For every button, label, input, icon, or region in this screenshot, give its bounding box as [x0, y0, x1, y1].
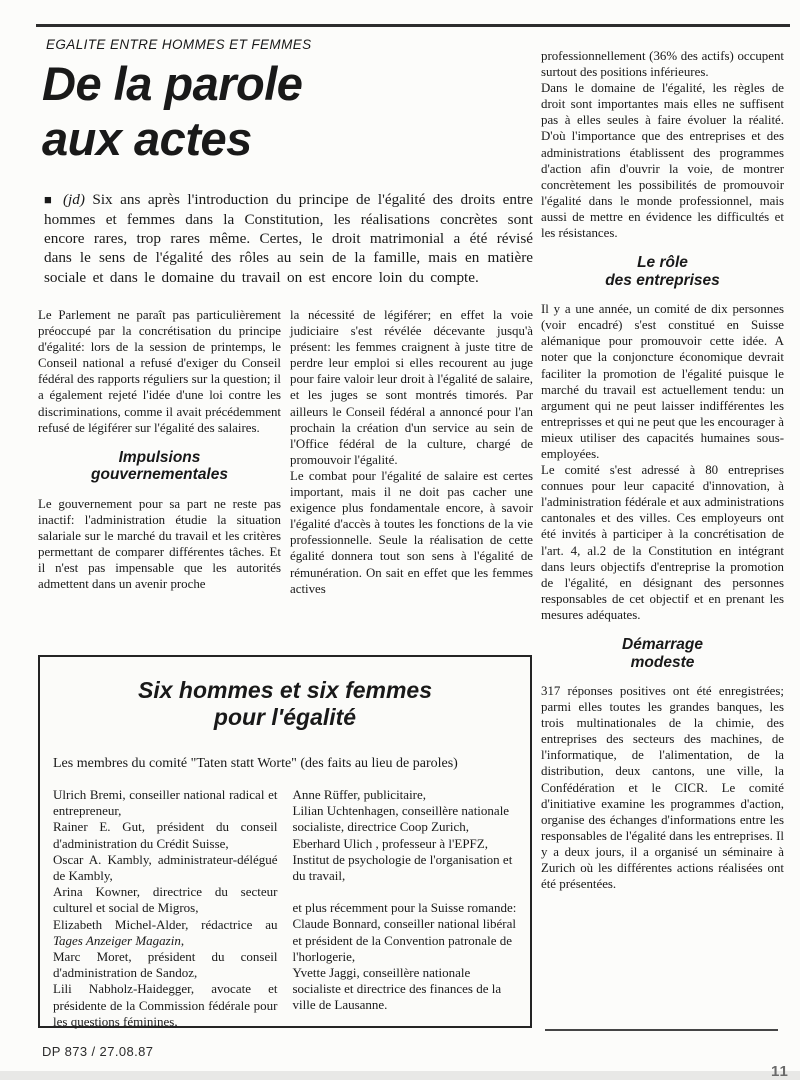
body-paragraph: Le comité s'est adressé à 80 entreprises connues pour leur capacité d'innovation, à l'administration fédérale et aux administrations cantonales et des villes. Ces employeurs ont été invités à participer à la concrétisation de l'art. 4, al.2 de la Constitution en intégrant dans leurs objectifs d'entreprise la promotion de l'égalité, en désignant des personnes responsables de cet objectif et en prenant les mesures adéquates.	[541, 463, 784, 622]
box-member-entry: Oscar A. Kambly, administrateur-délégué de Kambly,	[53, 851, 278, 884]
box-title	[50, 677, 520, 730]
box-member-entry: Claude Bonnard, conseiller national libéral et président de la Convention patronale de l'horlogerie,	[292, 916, 516, 964]
column-right	[541, 48, 784, 1024]
subhead-line: gouvernementales	[91, 466, 228, 484]
article-title-line2: aux actes	[42, 112, 252, 165]
square-bullet-icon: ■	[44, 192, 53, 208]
body-paragraph: 317 réponses positives ont été enregistrées; parmi elles toutes les grandes banques, les trois multinationales de la chimie, des entreprises des secteurs des machines, de l'informatique, de l'alimentation, de la distribution, deux cantons, une ville, la Confédération et le CICR. Le comité d'initiative examine les programmes d'action, organise des échanges d'informations entre les responsables de l'égalité dans les entreprises. Il y a deux jours, il a organisé un séminaire à Zurich où les différentes actions réalisées ont été présentées.	[541, 684, 784, 892]
box-column-right	[293, 787, 518, 1030]
body-paragraph: Le combat pour l'égalité de salaire est certes important, mais il ne doit pas cacher une exigence plus fondamentale encore, à savoir l'égalité d'accès à toutes les fonctions de la vie professionnelle. Seule la réalisation de cette égalité donnera tout son sens à l'égalité de rémunération. On sait en effet que les femmes actives	[290, 468, 533, 596]
article-title-line1: De la parole	[42, 57, 303, 110]
top-rule	[36, 24, 790, 27]
committee-box	[38, 655, 532, 1028]
lead-byline: (jd)	[62, 191, 85, 209]
subhead-line: Impulsions	[118, 448, 201, 466]
body-paragraph: la nécessité de légiférer; en effet la voie judiciaire s'est révélée décevante jusqu'à présent: les femmes craignent à juste titre de perdre leur emploi si elles recourent au juge pour faire valoir leur droit à l'égalité de salaire, et les juges se sont montrés timorés. Par ailleurs le Conseil fédéral a annoncé pour l'an prochain la création d'un service au sein de l'Office fédéral de la culture, chargé de promouvoir l'égalité.	[290, 308, 533, 467]
article-title	[42, 56, 542, 166]
box-member-entry: Eberhard Ulich , professeur à l'EPFZ, Institut de psychologie de l'organisation et du travail,	[292, 835, 513, 884]
box-member-entry: Rainer E. Gut, président du conseil d'administration du Crédit Suisse,	[53, 819, 278, 851]
subhead-demarrage-modeste	[541, 636, 784, 671]
subhead-role-des-entreprises	[541, 254, 784, 289]
article-kicker: EGALITE ENTRE HOMMES ET FEMMES	[46, 37, 312, 52]
subhead-impulsions-gouvernementales	[38, 449, 281, 484]
box-title-line2: pour l'égalité	[213, 703, 357, 730]
box-member-entry: Elizabeth Michel-Alder, rédactrice au Tages Anzeiger Magazin,	[53, 916, 278, 948]
column-middle	[290, 307, 533, 651]
box-intro: Les membres du comité "Taten statt Worte" (des faits au lieu de paroles)	[53, 756, 458, 771]
subhead-line: Le rôle	[637, 254, 688, 272]
body-paragraph: Dans le domaine de l'égalité, les règles de droit sont importantes mais elles ne suffisent pas à elles seules à faire évoluer la réalité. D'où l'importance que des entreprises et des administrations établissent des programmes d'action afin d'ouvrir la voie, de montrer concrètement les possibilités de promouvoir l'égalité dans le monde professionnel, mais aussi de mettre en évidence les difficultés et les résistances.	[541, 81, 784, 241]
box-member-entry: Arina Kowner, directrice du secteur culturel et social de Migros,	[53, 884, 278, 916]
subhead-line: modeste	[630, 653, 695, 671]
box-member-entry: Lili Nabholz-Haidegger, avocate et présidente de la Commission fédérale pour les questions féminines,	[53, 981, 278, 1029]
box-member-entry: Lilian Uchtenhagen, conseillère nationale socialiste, directrice Coop Zurich,	[292, 803, 510, 835]
box-member-entry: Anne Rüffer, publicitaire,	[292, 787, 427, 802]
column-left	[38, 307, 281, 651]
subhead-line: Démarrage	[622, 636, 703, 653]
body-paragraph: Le Parlement ne paraît pas particulièrement préoccupé par la concrétisation du principe d'égalité: lors de la session de printemps, le Conseil national a refusé d'exiger du Conseil fédéral des rapports réguliers sur la question; il a également rejeté l'idée d'une loi contre les discriminations, comme il avait précédemment refusé de légiférer sur l'égalité des salaires.	[38, 308, 281, 435]
publication-footer: DP 873 / 27.08.87	[42, 1044, 154, 1059]
box-member-entry: et plus récemment pour la Suisse romande:	[292, 900, 517, 916]
lead-text: Six ans après l'introduction du principe de l'égalité des droits entre hommes et femmes dans la Constitution, les réalisations concrètes sont encore rares, trop rares même. Certes, le droit matrimonial a été révisé dans le sens de l'égalité des rôles au sein de la famille, mais en matière sociale et dans le domaine du travail on est encore loin du compte.	[44, 191, 533, 286]
bottom-rule	[545, 1029, 778, 1031]
body-paragraph: Il y a une année, un comité de dix personnes (voir encadré) s'est constitué en Suisse alémanique pour promouvoir cette idée. A noter que la conjoncture économique devrait faciliter la promotion de l'égalité puisque le marché du travail est actuellement tendu: un argument qui ne peut laisser indifférentes les entreprisses et qui ne peut que les encourager à mieux utiliser des capacités humaines sous-employées.	[541, 302, 784, 461]
box-columns	[53, 787, 517, 1030]
body-paragraph: professionnellement (36% des actifs) occupent surtout des positions inférieures.	[541, 49, 784, 80]
lead-paragraph	[44, 190, 533, 287]
subhead-line: des entreprises	[605, 271, 720, 289]
box-column-left	[53, 787, 278, 1030]
box-member-entry: Yvette Jaggi, conseillère nationale socialiste et directrice des finances de la ville de Lausanne.	[292, 965, 502, 1013]
body-paragraph: Le gouvernement pour sa part ne reste pas inactif: l'administration étudie la situation salariale sur le marché du travail et les critères permettant de comparer différentes tâches. Et il n'est pas impensable que les autorités admettent dans un avenir proche	[38, 496, 281, 592]
page-number: 11	[771, 1063, 789, 1080]
box-member-entry: Marc Moret, président du conseil d'administration de Sandoz,	[53, 949, 278, 981]
box-member-entry: Ulrich Bremi, conseiller national radical et entrepreneur,	[53, 787, 278, 819]
box-title-line1: Six hommes et six femmes	[137, 677, 433, 703]
